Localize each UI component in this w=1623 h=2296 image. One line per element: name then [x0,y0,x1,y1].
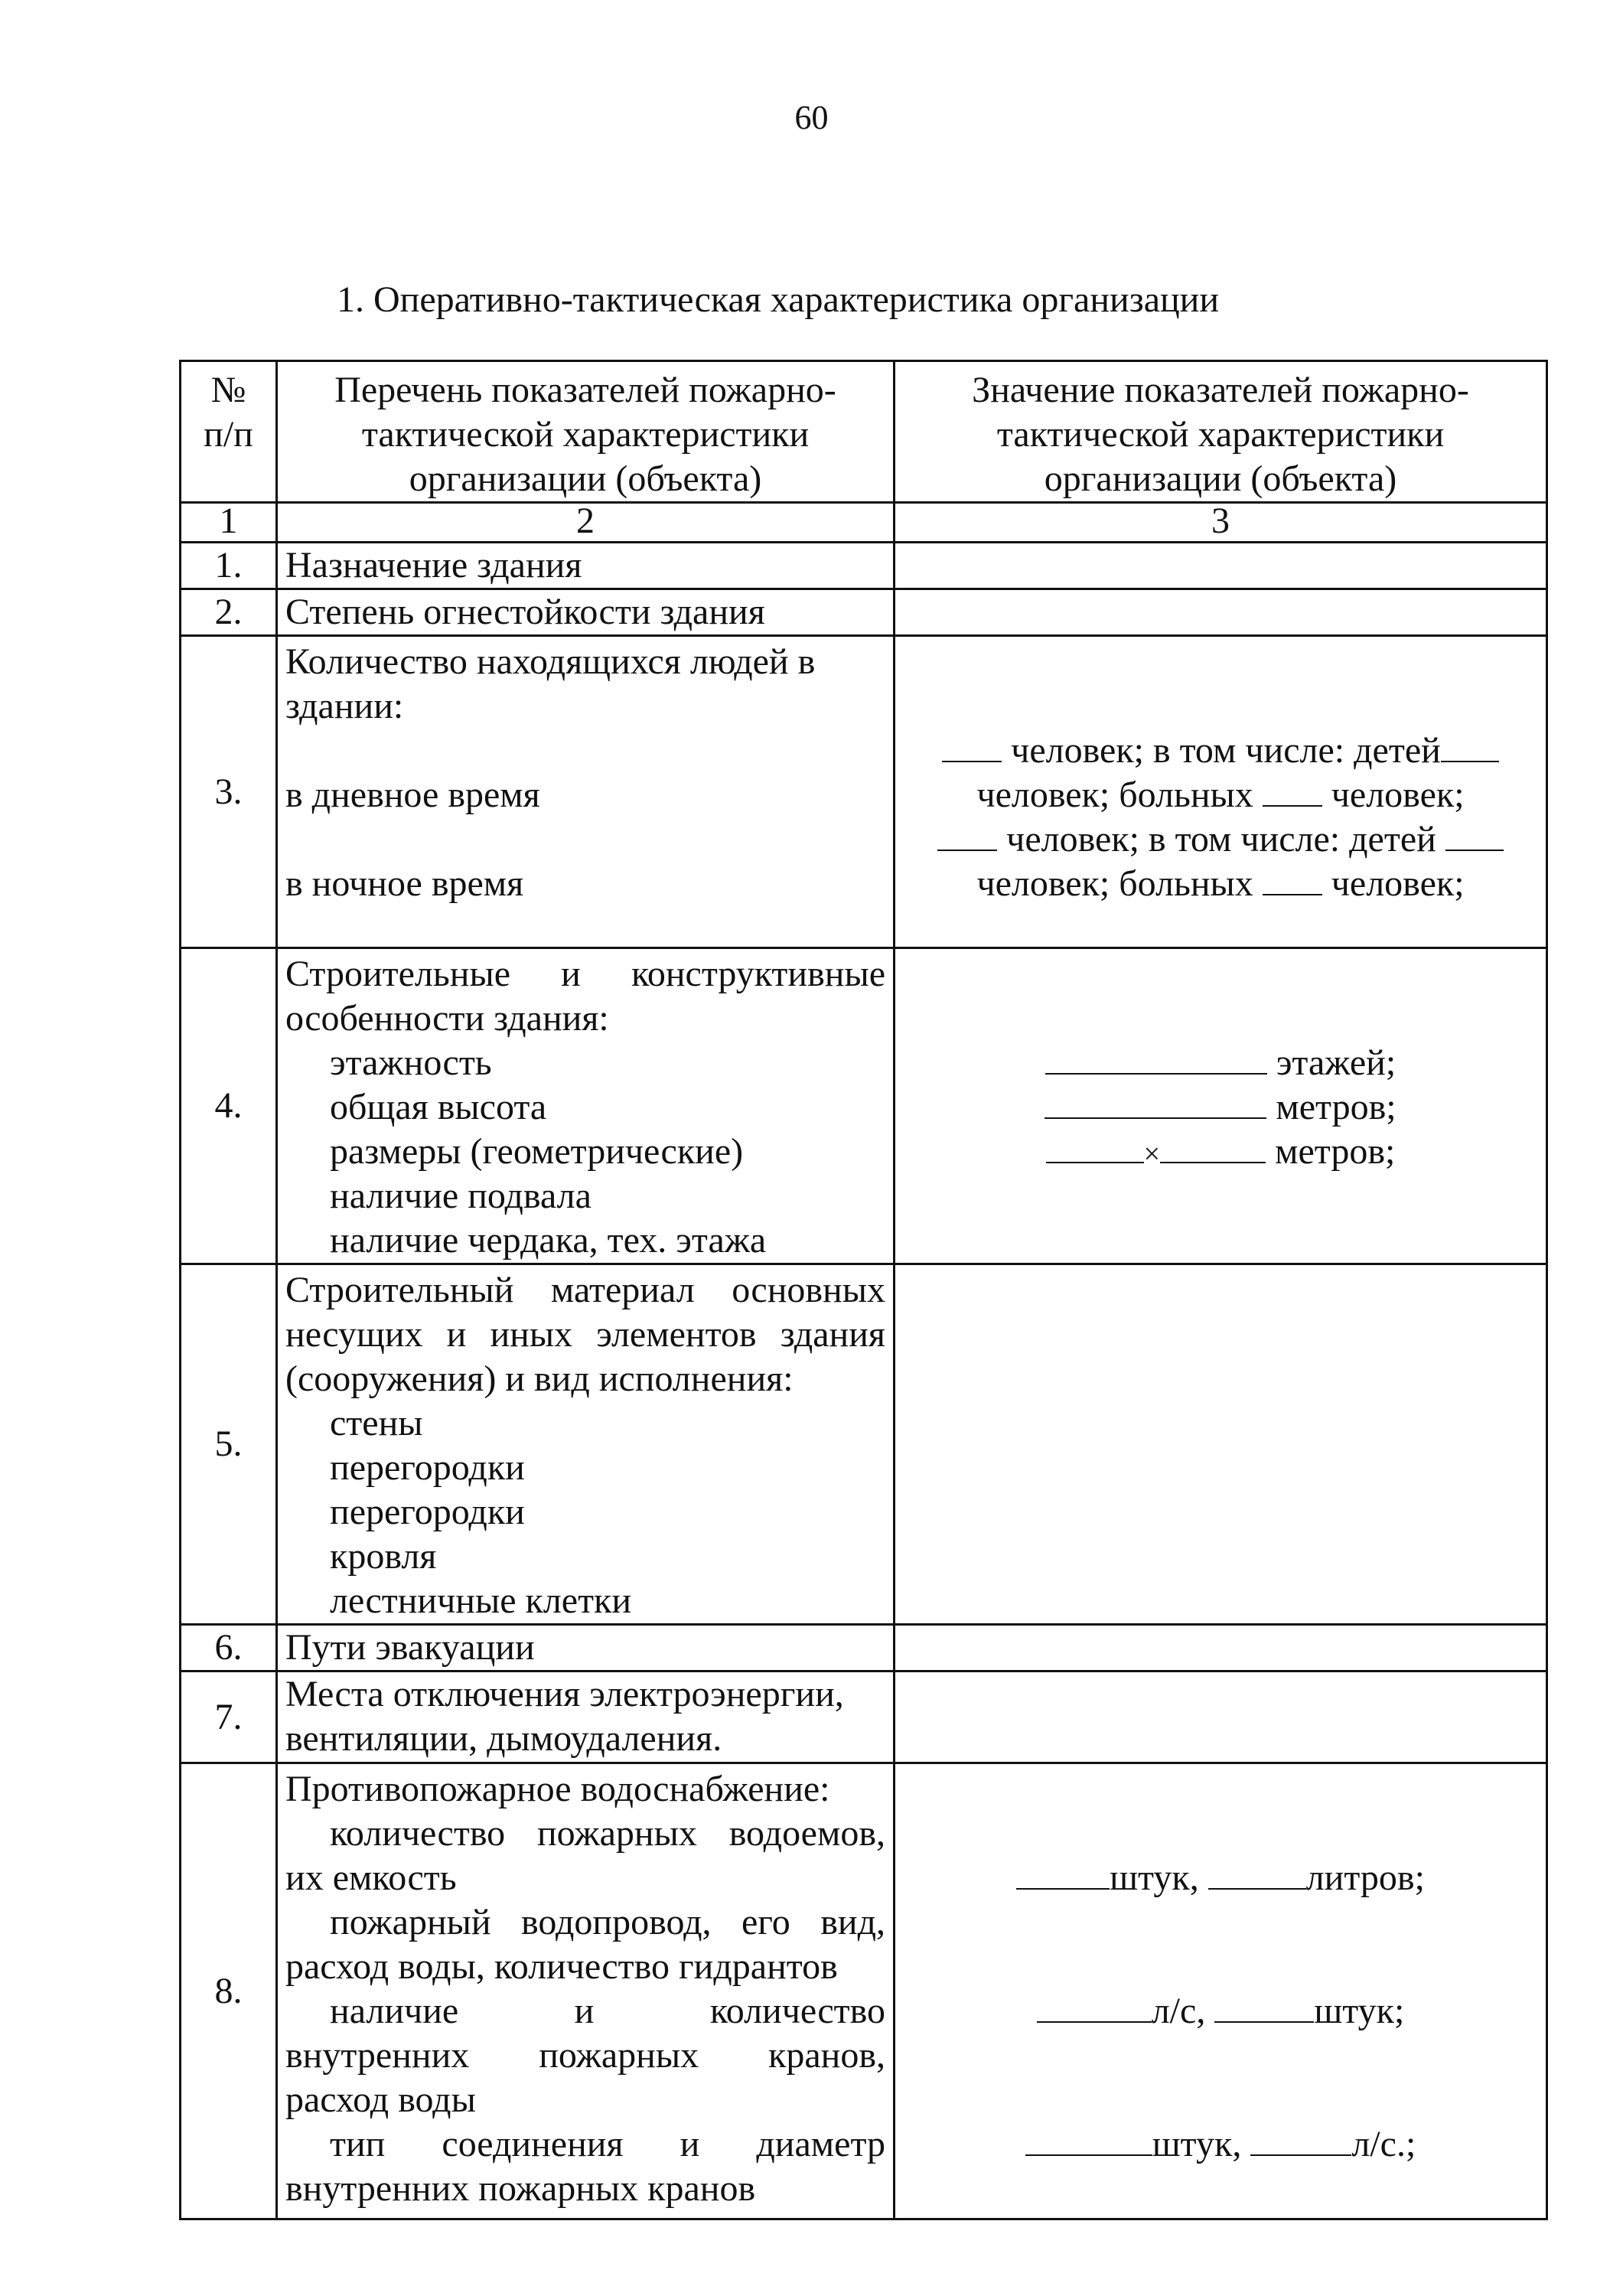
indicator-text: внутренних пожарных кранов, [285,2035,885,2076]
indicator-item: наличие подвала [330,1176,592,1216]
indicator-text: особенности здания: [285,998,609,1039]
row-number: 8. [181,1763,277,2219]
indicator-cell [277,1763,895,2219]
table-header-row [181,361,1547,503]
indicator-text: расход воды [285,2079,476,2120]
value-cell [895,1625,1547,1671]
row-number: 1. [181,543,277,589]
value-text: л/с.; [1351,2124,1416,2164]
column-index: 2 [277,503,895,543]
indicator-item: этажность [330,1042,492,1083]
value-text: этажей; [1276,1042,1396,1083]
indicator-text: Количество находящихся людей в [285,641,816,682]
header-text: п/п [204,414,253,455]
indicator-cell [277,1625,895,1671]
table-row [181,1625,1547,1671]
indicator-text: вентиляции, дымоудаления. [285,1718,722,1759]
value-cell [895,1264,1547,1625]
indicator-text: несущих и иных элементов здания [285,1314,885,1355]
night-time-label: в ночное время [285,863,524,904]
indicator-item: лестничные клетки [330,1580,632,1621]
table-row [181,589,1547,636]
indicator-item: перегородки [330,1447,525,1488]
indicator-cell [277,948,895,1264]
value-cell [895,543,1547,589]
day-people-line [903,773,1538,817]
indicator-text: пожарный водопровод, его вид, [330,1902,885,1942]
night-people-line [903,862,1538,906]
value-text: л/с, [1151,1991,1206,2031]
value-text: человек; в том числе: детей [1011,730,1441,771]
indicator-text: тип соединения и диаметр [330,2124,885,2164]
table-row [181,1763,1547,2219]
indicator-item: размеры (геометрические) [330,1131,744,1172]
value-text: штук, [1110,1857,1199,1898]
night-people-line [903,817,1538,862]
row-number: 7. [181,1671,277,1763]
water-supply-line [903,1989,1538,2033]
height-line [903,1085,1538,1130]
value-text: человек; в том числе: детей [1006,819,1436,859]
header-cell-indicators [277,361,895,503]
indicator-cell [277,636,895,948]
indicator-label: Назначение здания [285,545,582,585]
floors-line [903,1041,1538,1085]
indicator-text: количество пожарных водоемов, [330,1813,885,1854]
document-title: 1. Оперативно-тактическая характеристика организации [337,279,1220,320]
indicator-text: Строительные и конструктивные [285,954,885,994]
value-cell [895,589,1547,636]
reservoirs-line [903,1856,1538,1900]
value-text: штук; [1314,1991,1405,2031]
indicator-item: наличие чердака, тех. этажа [330,1220,767,1261]
value-cell [895,1763,1547,2219]
header-text: тактической характеристики [361,414,810,455]
page-number: 60 [794,99,829,136]
value-text: метров; [1276,1087,1396,1127]
table-row [181,543,1547,589]
hydrants-line [903,2122,1538,2167]
times-sign: × [1143,1138,1161,1170]
indicator-text: их емкость [285,1857,457,1898]
header-cell-number [181,361,277,503]
indicator-text: здании: [285,686,404,726]
table-row [181,1671,1547,1763]
column-index-row [181,503,1547,543]
row-number: 2. [181,589,277,636]
value-text: человек; [1331,775,1465,815]
row-number: 5. [181,1264,277,1625]
header-text: организации (объекта) [1044,458,1397,499]
value-cell [895,948,1547,1264]
header-text: организации (объекта) [409,458,762,499]
value-text: человек; больных [976,863,1253,904]
tactical-characteristics-table [179,360,1548,2220]
row-number: 4. [181,948,277,1264]
indicator-cell [277,543,895,589]
row-number: 3. [181,636,277,948]
indicator-item: стены [330,1403,423,1443]
indicator-text: расход воды, количество гидрантов [285,1946,838,1987]
table-row [181,1264,1547,1625]
header-text: Перечень показателей пожарно- [334,370,836,410]
value-cell [895,1671,1547,1763]
indicator-text: Противопожарное водоснабжение: [285,1769,830,1809]
dimensions-line [903,1130,1538,1176]
header-text: № [210,370,246,410]
indicator-text: (сооружения) и вид исполнения: [285,1358,794,1399]
row-number: 6. [181,1625,277,1671]
value-cell [895,636,1547,948]
indicator-text: Строительный материал основных [285,1270,885,1310]
value-text: метров; [1275,1131,1396,1172]
indicator-item: общая высота [330,1087,547,1127]
header-text: тактической характеристики [996,414,1445,455]
day-people-line [903,729,1538,773]
indicator-item: перегородки [330,1492,525,1532]
indicator-cell [277,1264,895,1625]
header-text: Значение показателей пожарно- [972,370,1469,410]
indicator-text: внутренних пожарных кранов [285,2168,756,2209]
table-row [181,636,1547,948]
value-text: человек; [1331,863,1465,904]
value-text: литров; [1305,1857,1425,1898]
header-cell-values [895,361,1547,503]
value-text: человек; больных [976,775,1253,815]
indicator-text: наличие и количество [330,1991,885,2031]
column-index: 3 [895,503,1547,543]
table-row [181,948,1547,1264]
indicator-text: Места отключения электроэнергии, [285,1674,844,1714]
day-time-label: в дневное время [285,775,540,815]
indicator-item: кровля [330,1536,437,1577]
indicator-cell [277,1671,895,1763]
indicator-cell [277,589,895,636]
column-index: 1 [181,503,277,543]
value-text: штук, [1152,2124,1242,2164]
indicator-label: Пути эвакуации [285,1627,535,1668]
indicator-label: Степень огнестойкости здания [285,592,765,632]
